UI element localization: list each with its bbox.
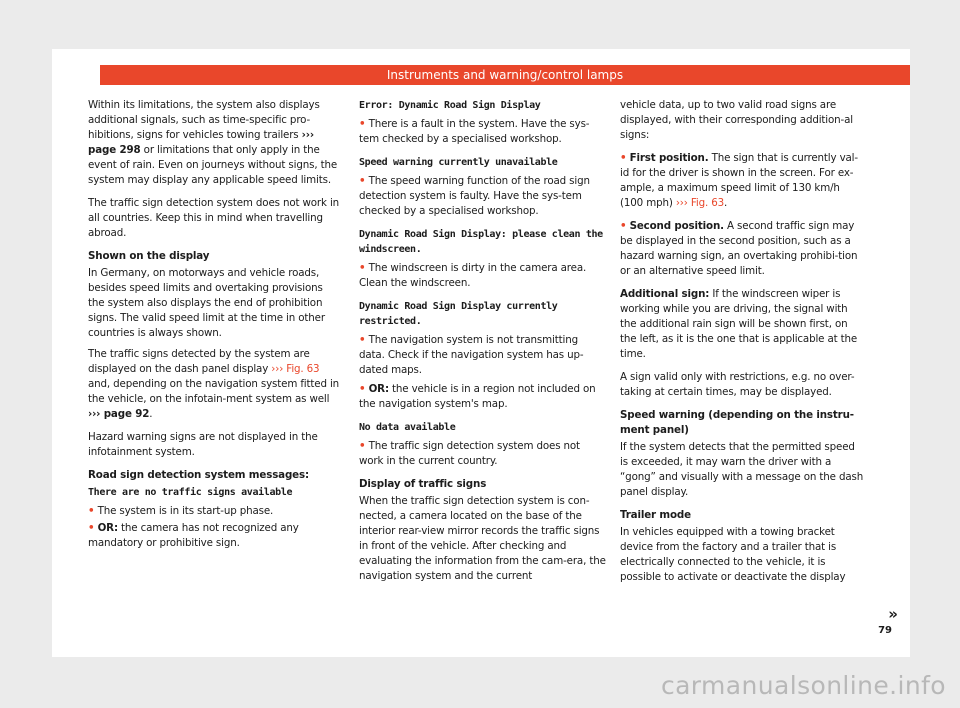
bullet-icon: •: [620, 152, 627, 164]
bullet-icon: •: [88, 522, 95, 534]
text: OR:: [97, 522, 118, 534]
page-reference-link[interactable]: ››› page 92: [88, 408, 150, 420]
figure-reference-link[interactable]: ››› Fig. 63: [675, 197, 725, 209]
text: Second position.: [629, 220, 724, 232]
paragraph: Hazard warning signs are not displayed in the infotainment system.: [88, 431, 318, 458]
manual-page: [52, 49, 910, 657]
text: The windscreen is dirty in the camera area. Clean the windscreen.: [359, 262, 587, 289]
subheading: Trailer mode: [620, 509, 691, 521]
bullet-item: [359, 117, 606, 147]
text: A second traffic sign may be displayed in the second position, such as a hazard warning sign, an overtaking prohibi-tion or an alternative speed limit.: [620, 220, 858, 277]
column-2: [359, 98, 606, 592]
text: The traffic signs detected by the system are displayed on the dash panel display: [88, 348, 310, 375]
subheading: Display of traffic signs: [359, 478, 487, 490]
watermark: carmanualsonline.info: [660, 671, 946, 700]
section-header: Instruments and warning/control lamps: [100, 65, 910, 85]
bullet-item: [620, 219, 865, 279]
text: The traffic sign detection system does not work in the current country.: [359, 440, 580, 467]
paragraph: [88, 249, 341, 341]
text: When the traffic sign detection system is con-nected, a camera located on the base of the interior rear-view mirror records the traffic signs in front of the vehicle. After checking and evaluating the information from the cam-era, the navigation system and the current: [359, 495, 606, 582]
text: Within its limitations, the system also displays additional signals, such as time-specific pro-hibitions, signs for vehicles towing trailers: [88, 99, 320, 141]
bullet-item: [620, 151, 865, 211]
subheading: Shown on the display: [88, 250, 210, 262]
text: OR:: [368, 383, 389, 395]
page-number: 79: [878, 625, 892, 636]
subheading: Road sign detection system messages:: [88, 469, 309, 481]
text: In vehicles equipped with a towing bracket device from the factory and a trailer that is electrically connected to the vehicle, it is possible to activate or deactivate the display: [620, 526, 846, 583]
text: and, depending on the navigation system fitted in the vehicle, on the infotain-ment system as well: [88, 378, 340, 405]
text: There is a fault in the system. Have the sys-tem checked by a specialised workshop.: [359, 118, 590, 145]
paragraph: [359, 477, 606, 584]
text: The sign that is currently val-id for the driver is shown in the screen. For ex-ample, a maximum speed limit of 130 km/h (100 mph): [620, 152, 858, 209]
text: If the system detects that the permitted speed is exceeded, it may warn the driver with a “gong” and visually with a message on the dash panel display.: [620, 441, 864, 498]
paragraph: The traffic sign detection system does not work in all countries. Keep this in mind when travelling abroad.: [88, 197, 340, 239]
bullet-icon: •: [620, 220, 627, 232]
text: .: [724, 197, 728, 209]
text: .: [149, 408, 153, 420]
paragraph: [620, 287, 865, 362]
bullet-item: [359, 439, 606, 469]
paragraph: [620, 408, 865, 500]
bullet-item: [359, 382, 606, 412]
text: the vehicle is in a region not included on the navigation system's map.: [359, 383, 596, 410]
bullet-item: [88, 521, 341, 551]
subheading: Speed warning (depending on the instru-ment panel): [620, 409, 854, 436]
bullet-icon: •: [359, 175, 366, 187]
text: Additional sign:: [620, 288, 710, 300]
bullet-item: [359, 174, 606, 219]
bullet-item: [88, 504, 341, 519]
column-3: [620, 98, 865, 593]
bullet-icon: •: [359, 383, 366, 395]
system-message: Speed warning currently unavailable: [359, 157, 558, 168]
bullet-icon: •: [88, 505, 95, 517]
system-message: There are no traffic signs available: [88, 487, 293, 498]
bullet-icon: •: [359, 334, 366, 346]
text: The system is in its start-up phase.: [97, 505, 274, 517]
system-message: Dynamic Road Sign Display currently restricted.: [359, 301, 558, 327]
page-reference-link[interactable]: ››› page 298: [88, 129, 314, 156]
paragraph: vehicle data, up to two valid road signs are displayed, with their corresponding addition-al signs:: [620, 99, 853, 141]
system-message: Dynamic Road Sign Display: please clean the windscreen.: [359, 229, 603, 255]
bullet-item: [359, 261, 606, 291]
text: the camera has not recognized any mandatory or prohibitive sign.: [88, 522, 299, 549]
bullet-icon: •: [359, 118, 366, 130]
bullet-icon: •: [359, 262, 366, 274]
text: If the windscreen wiper is working while you are driving, the signal with the additional rain sign will be shown first, on the left, as it is the one that is applicable at the time.: [620, 288, 858, 360]
column-1: [88, 98, 341, 559]
bullet-item: [359, 333, 606, 378]
paragraph: A sign valid only with restrictions, e.g. no over-taking at certain times, may be displayed.: [620, 371, 855, 398]
text: or limitations that only apply in the event of rain. Even on journeys without signs, the system may display any applicable speed limits.: [88, 144, 338, 186]
text: In Germany, on motorways and vehicle roads, besides speed limits and overtaking provisions the system also displays the end of prohibition signs. The valid speed limit at the time in other countries is always shown.: [88, 267, 325, 339]
system-message: No data available: [359, 422, 456, 433]
paragraph: [620, 508, 865, 585]
paragraph: [88, 347, 341, 422]
text: The navigation system is not transmitting data. Check if the navigation system has up-dated maps.: [359, 334, 584, 376]
text: First position.: [629, 152, 709, 164]
paragraph: [88, 98, 341, 188]
figure-reference-link[interactable]: ››› Fig. 63: [271, 363, 320, 375]
continue-arrow-icon: »: [888, 605, 898, 623]
bullet-icon: •: [359, 440, 366, 452]
system-message: Error: Dynamic Road Sign Display: [359, 100, 541, 111]
text: The speed warning function of the road sign detection system is faulty. Have the sys-tem checked by a specialised workshop.: [359, 175, 590, 217]
paragraph: [88, 468, 341, 500]
